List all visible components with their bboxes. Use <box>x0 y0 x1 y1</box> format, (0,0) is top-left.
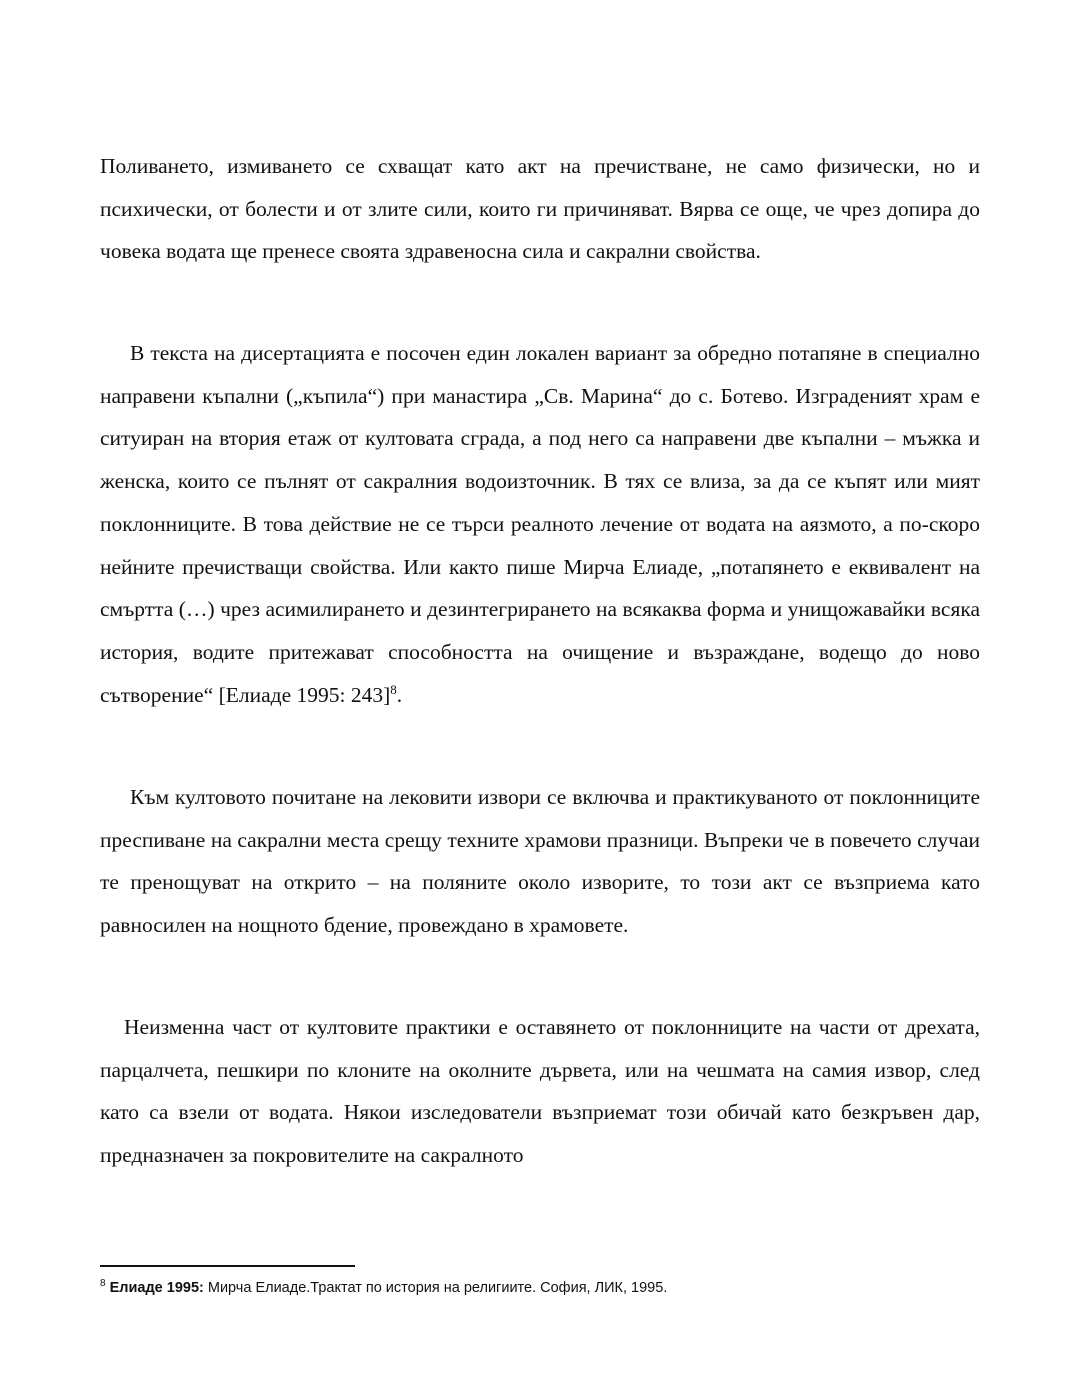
paragraph-2-text: В текста на дисертацията е посочен един локален вариант за обредно потапяне в специално направени къпални („къпила“) при манастира „Св. Марина“ до с. Ботево. Изграденият храм е ситуиран на втория етаж от култовата сграда, а под него са направени две къпални – мъжка и женска, които се пълнят от сакралния водоизточник. В тях се влиза, за да се къпят или мият поклонниците. В това действие не се търси реалното лечение от водата на аязмото, а по-скоро нейните пречистващи свойства. Или както пише Мирча Елиаде, „потапянето е еквивалент на смъртта (…) чрез асимилирането и дезинтегрирането на всякаква форма и унищожавайки всяка история, водите притежават способността на очищение и възраждане, водещо до ново сътворение“ [Елиаде 1995: 243] <box>100 341 980 707</box>
paragraph-3 <box>100 776 980 947</box>
footnote-number: 8 <box>100 1278 106 1290</box>
paragraph-1-text: Поливането, измиването се схващат като акт на пречистване, не само физически, но и психически, от болести и от злите сили, които ги причиняват. Вярва се още, че чрез допира до човека водата ще пренесе своята здравеносна сила и сакрални свойства. <box>100 154 980 264</box>
footnote-text: Мирча Елиаде.Трактат по история на религиите. София, ЛИК, 1995. <box>203 1280 668 1296</box>
paragraph-2-end: . <box>396 682 403 707</box>
paragraph-3-text: Към култовото почитане на лековити извори се включва и практикуваното от поклонниците преспиване на сакрални места срещу техните храмови празници. Въпреки че в повечето случаи те пренощуват на открито – на поляните около изворите, то този акт се възприема като равносилен на нощното бдение, провеждано в храмовете. <box>100 785 980 938</box>
paragraph-4-text: Неизменна част от култовите практики е оставянето от поклонниците на части от дрехата, парцалчета, пешкири по клоните на околните дървета, или на чешмата на самия извор, след като са взели от водата. Някои изследователи възприемат този обичай като безкръвен дар, предназначен за покровителите на сакралното <box>100 1015 980 1168</box>
footnote-separator <box>100 1265 355 1267</box>
footnote-reference[interactable]: 8 <box>390 681 397 697</box>
paragraph-4 <box>100 1006 980 1177</box>
paragraph-1 <box>100 145 980 273</box>
footnote <box>100 1278 980 1298</box>
paragraph-2 <box>100 332 980 716</box>
footnote-label: Елиаде 1995: <box>109 1280 204 1296</box>
